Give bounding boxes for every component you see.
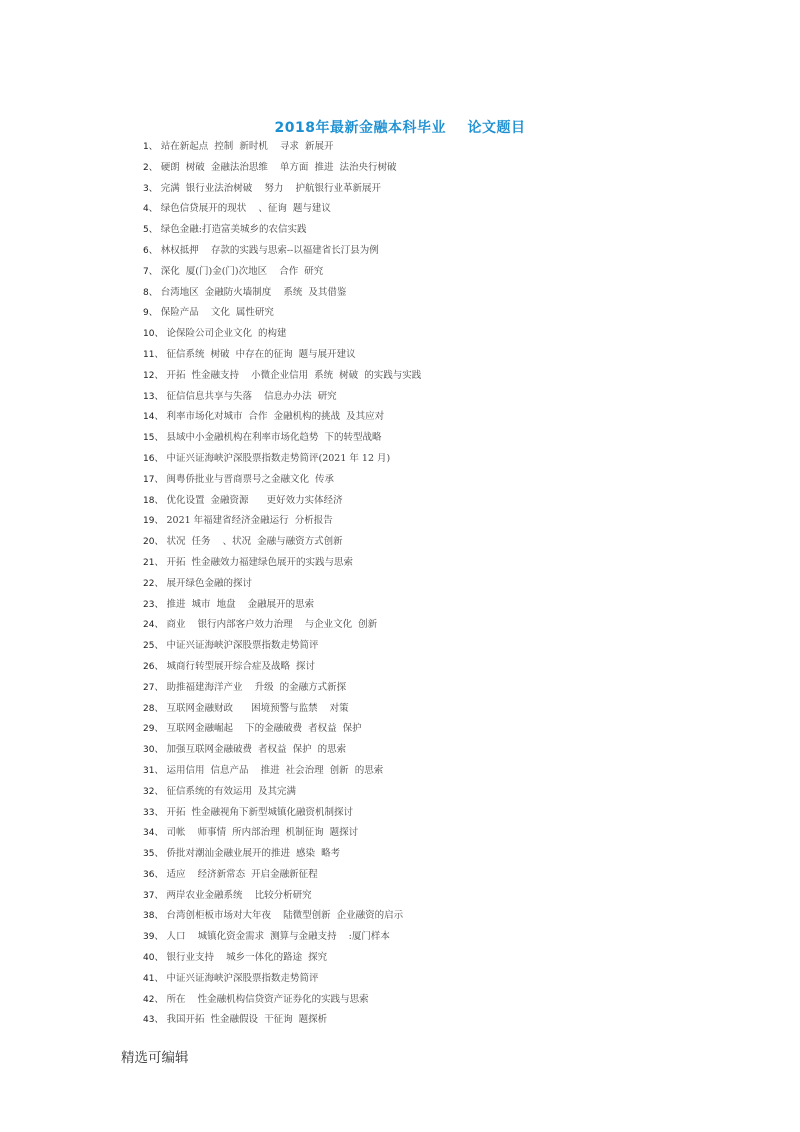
topic-text: 运用信用 信息产品 推进 社会治理 创新 的思索 <box>166 764 384 776</box>
topic-text: 中证兴证海峡沪深股票指数走势简评(2021 年 12 月) <box>166 452 391 464</box>
topic-number: 28、 <box>143 703 164 714</box>
topic-item <box>143 782 663 803</box>
topic-number: 3、 <box>143 183 158 194</box>
topic-item <box>143 241 663 262</box>
topic-number: 19、 <box>143 516 164 527</box>
topic-item <box>143 761 663 782</box>
topic-text: 推进 城市 地盘 金融展开的思索 <box>166 598 315 610</box>
topic-text: 绿色金融:打造富美城乡的农信实践 <box>160 224 307 236</box>
topic-text: 利率市场化对城市 合作 金融机构的挑战 及其应对 <box>166 411 385 423</box>
topic-number: 36、 <box>143 869 164 880</box>
topic-text: 司帐 师事情 所内部治理 机制征询 题探讨 <box>166 827 359 839</box>
topic-item <box>143 574 663 595</box>
topic-text: 站在新起点 控制 新时机 寻求 新展开 <box>160 141 334 152</box>
topic-item <box>143 615 663 636</box>
topic-number: 15、 <box>143 433 164 444</box>
topic-text: 论保险公司企业文化 的构建 <box>166 328 287 340</box>
topic-item <box>143 657 663 678</box>
topic-item <box>143 823 663 844</box>
topic-text: 我国开拓 性金融假设 干征询 题探析 <box>166 1014 328 1026</box>
topic-item <box>143 699 663 720</box>
topic-text: 商业 银行内部客户效力治理 与企业文化 创新 <box>166 619 378 631</box>
topic-item <box>143 865 663 886</box>
topic-text: 互联网金融财政 困境预警与监禁 对策 <box>166 702 349 714</box>
topic-item <box>143 511 663 532</box>
topic-number: 1、 <box>143 142 158 152</box>
topic-item <box>143 948 663 969</box>
topic-number: 2、 <box>143 162 158 173</box>
topic-item <box>143 844 663 865</box>
topic-text: 适应 经济新常态 开启金融新征程 <box>166 868 318 880</box>
topic-number: 11、 <box>143 349 164 360</box>
topic-number: 12、 <box>143 370 164 381</box>
topic-item <box>143 137 663 158</box>
topic-item <box>143 553 663 574</box>
topic-item <box>143 740 663 761</box>
document-title: 2018年最新金融本科毕业 论文题目 <box>274 120 526 136</box>
topic-item <box>143 387 663 408</box>
topic-list <box>143 137 663 1031</box>
topic-item <box>143 636 663 657</box>
topic-number: 39、 <box>143 932 164 943</box>
topic-item <box>143 595 663 616</box>
topic-number: 18、 <box>143 495 164 506</box>
topic-item <box>143 283 663 304</box>
topic-number: 21、 <box>143 557 164 568</box>
topic-number: 24、 <box>143 620 164 631</box>
topic-item <box>143 906 663 927</box>
topic-text: 两岸农业金融系统 比较分析研究 <box>166 889 312 901</box>
topic-number: 8、 <box>143 287 158 298</box>
topic-number: 35、 <box>143 849 164 860</box>
topic-number: 42、 <box>143 994 164 1005</box>
topic-number: 40、 <box>143 953 164 964</box>
topic-item <box>143 324 663 345</box>
topic-number: 14、 <box>143 412 164 423</box>
topic-text: 台湾创柜板市场对大年夜 陆微型创新 企业融资的启示 <box>166 910 404 922</box>
topic-text: 开拓 性金融视角下新型城镇化融资机制探讨 <box>166 806 354 818</box>
topic-text: 中证兴证海峡沪深股票指数走势简评 <box>166 972 319 984</box>
topic-number: 37、 <box>143 890 164 901</box>
topic-text: 人口 城镇化资金需求 测算与金融支持 :厦门样本 <box>166 931 390 943</box>
topic-text: 县域中小金融机构在利率市场化趋势 下的转型战略 <box>166 432 382 444</box>
topic-text: 城商行转型展开综合症及战略 探讨 <box>166 660 316 672</box>
topic-text: 深化 厦(门)金(门)次地区 合作 研究 <box>160 265 324 277</box>
topic-number: 22、 <box>143 578 164 589</box>
topic-item <box>143 345 663 366</box>
topic-number: 27、 <box>143 682 164 693</box>
topic-text: 状况 任务 、状况 金融与融资方式创新 <box>166 536 343 548</box>
topic-item <box>143 449 663 470</box>
topic-text: 硬朗 树破 金融法治思维 单方面 推进 法治央行树破 <box>160 161 397 173</box>
topic-number: 34、 <box>143 828 164 839</box>
topic-text: 开拓 性金融支持 小微企业信用 系统 树破 的实践与实践 <box>166 369 422 381</box>
topic-text: 开拓 性金融效力福建绿色展开的实践与思索 <box>166 556 354 568</box>
topic-text: 台湾地区 金融防火墙制度 系统 及其借鉴 <box>160 286 347 298</box>
topic-number: 5、 <box>143 225 158 236</box>
topic-text: 完满 银行业法治树破 努力 护航银行业革新展开 <box>160 182 381 194</box>
topic-item <box>143 158 663 179</box>
topic-text: 闽粤侨批业与晋商票号之金融文化 传承 <box>166 473 335 485</box>
topic-number: 7、 <box>143 266 158 277</box>
topic-number: 26、 <box>143 661 164 672</box>
topic-text: 征信信息共享与失落 信息办办法 研究 <box>166 390 337 402</box>
topic-item <box>143 220 663 241</box>
topic-number: 25、 <box>143 641 164 652</box>
topic-number: 30、 <box>143 745 164 756</box>
topic-text: 互联网金融崛起 下的金融破费 者权益 保护 <box>166 723 362 735</box>
topic-number: 31、 <box>143 765 164 776</box>
topic-number: 13、 <box>143 391 164 402</box>
topic-number: 6、 <box>143 245 158 256</box>
topic-item <box>143 719 663 740</box>
topic-number: 41、 <box>143 973 164 984</box>
topic-text: 所在 性金融机构信贷资产证券化的实践与思索 <box>166 993 369 1005</box>
topic-number: 4、 <box>143 204 158 215</box>
topic-item <box>143 532 663 553</box>
topic-item <box>143 927 663 948</box>
topic-item <box>143 179 663 200</box>
topic-number: 33、 <box>143 807 164 818</box>
topic-text: 加强互联网金融破费 者权益 保护 的思索 <box>166 744 347 756</box>
topic-item <box>143 491 663 512</box>
topic-number: 16、 <box>143 453 164 464</box>
topic-text: 侨批对潮汕金融业展开的推进 感染 略考 <box>166 848 341 860</box>
topic-item <box>143 303 663 324</box>
topic-text: 保险产品 文化 属性研究 <box>160 307 274 319</box>
topic-item <box>143 803 663 824</box>
topic-number: 23、 <box>143 599 164 610</box>
topic-number: 38、 <box>143 911 164 922</box>
topic-text: 展开绿色金融的探讨 <box>166 577 252 589</box>
topic-text: 绿色信贷展开的现状 、征询 题与建议 <box>160 203 331 215</box>
topic-item <box>143 678 663 699</box>
topic-item <box>143 262 663 283</box>
topic-text: 银行业支持 城乡一体化的路途 探究 <box>166 952 328 964</box>
topic-item <box>143 990 663 1011</box>
topic-number: 10、 <box>143 329 164 340</box>
topic-item <box>143 428 663 449</box>
footer-note: 精选可编辑 <box>121 1050 189 1066</box>
topic-number: 43、 <box>143 1015 164 1026</box>
topic-number: 32、 <box>143 786 164 797</box>
topic-number: 20、 <box>143 537 164 548</box>
topic-text: 助推福建海洋产业 升级 的金融方式新探 <box>166 681 347 693</box>
topic-number: 9、 <box>143 308 158 319</box>
topic-text: 2021 年福建省经济金融运行 分析报告 <box>166 515 333 527</box>
topic-text: 林权抵押 存款的实践与思索--以福建省长汀县为例 <box>160 244 379 256</box>
topic-text: 优化设置 金融资源 更好效力实体经济 <box>166 494 343 506</box>
topic-number: 17、 <box>143 474 164 485</box>
topic-item <box>143 407 663 428</box>
topic-text: 征信系统的有效运用 及其完满 <box>166 785 297 797</box>
topic-item <box>143 969 663 990</box>
topic-number: 29、 <box>143 724 164 735</box>
topic-text: 征信系统 树破 中存在的征询 题与展开建议 <box>166 348 356 360</box>
topic-item <box>143 886 663 907</box>
topic-item <box>143 470 663 491</box>
topic-item <box>143 366 663 387</box>
topic-item <box>143 199 663 220</box>
topic-item <box>143 1010 663 1031</box>
topic-text: 中证兴证海峡沪深股票指数走势简评 <box>166 640 319 652</box>
